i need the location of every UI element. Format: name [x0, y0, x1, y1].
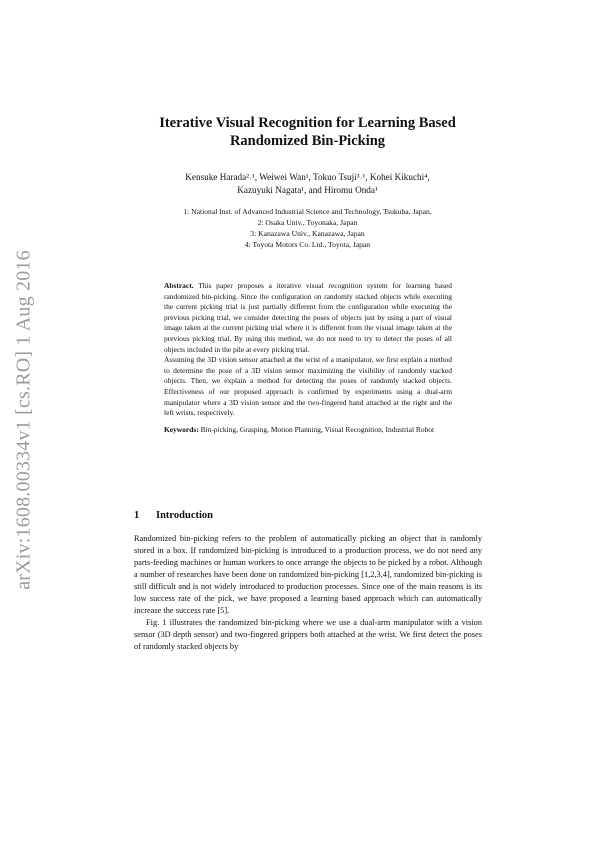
- section-number: 1: [134, 510, 140, 521]
- section-heading: [134, 510, 213, 521]
- abstract-text: This paper proposes a iterative visual recognition system for learning based randomized bin-picking. Since the configuration on randomly stacked objects while executing the current picking trial is just partially different from the configuration while executing the previous picking trial, we consider detecting the poses of objects just by using a part of visual image taken at the current picking trial where it is different from the visual image taken at the previous picking trial. By using this method, we do not need to try to detect the poses of all objects included in the pile at every picking trial.: [164, 281, 452, 354]
- affiliation: 4: Toyota Motors Co. Ltd., Toyota, Japan: [244, 240, 371, 249]
- keywords: [164, 425, 452, 436]
- author-list: [110, 171, 505, 197]
- abstract-label: Abstract.: [164, 281, 194, 290]
- body-paragraph: Fig. 1 illustrates the randomized bin-picking where we use a dual-arm manipulator with a vision sensor (3D depth sensor) and two-fingered grippers both attached at the wrist. We first detect the poses of randomly stacked objects by: [134, 618, 482, 651]
- paper-title: [100, 114, 515, 150]
- arxiv-sidebar: [6, 240, 42, 600]
- keywords-label: Keywords:: [164, 424, 199, 434]
- arxiv-identifier: arXiv:1608.00334v1 [cs.RO] 1 Aug 2016: [12, 250, 35, 590]
- title-line: Iterative Visual Recognition for Learning Based: [159, 115, 456, 131]
- section-title: Introduction: [156, 510, 213, 521]
- affiliations: [110, 206, 505, 250]
- authors-line: Kensuke Harada²˒¹, Weiwei Wan¹, Tokuo Tsuji³˒¹, Kohei Kikuchi⁴,: [185, 172, 430, 182]
- affiliation: 2: Osaka Univ., Toyonaka, Japan: [257, 218, 358, 227]
- body-paragraph: Randomized bin-picking refers to the problem of automatically picking an object that is randomly stored in a box. If randomized bin-picking is introduced to a production process, we do not need any parts-feeding machines or human workers to once arrange the objects to be picked by a robot. Although a number of researches have been done on randomized bin-picking [1,2,3,4], randomized bin-picking is still difficult and is not widely introduced to production processes. Since one of the main reasons is its low success rate of the pick, we have proposed a learning based approach which can automatically increase the success rate [5].: [134, 534, 482, 615]
- affiliation: 3: Kanazawa Univ., Kanazawa, Japan: [250, 229, 365, 238]
- affiliation: 1: National Inst. of Advanced Industrial Science and Technology, Tsukuba, Japan,: [183, 207, 432, 216]
- abstract: [164, 281, 452, 435]
- keywords-text: Bin-picking, Grasping, Motion Planning, Visual Recognition, Industrial Robot: [200, 424, 435, 434]
- authors-line: Kazuyuki Nagata¹, and Hiromu Onda¹: [237, 185, 378, 195]
- title-line: Randomized Bin-Picking: [229, 133, 386, 149]
- section-body: [134, 533, 482, 653]
- abstract-paragraph: Assuming the 3D vision sensor attached at the wrist of a manipulator, we first explain a method to determine the pose of a 3D vision sensor maximizing the visibility of randomly stacked objects. Then, we explain a method for detecting the poses of randomly stacked objects. Effectiveness of our proposed approach is confirmed by experiments using a dual-arm manipulator where a 3D vision sensor and the two-fingered hand attached at the right and the left wrists, respectively.: [164, 355, 452, 418]
- abstract-paragraph: [164, 281, 452, 355]
